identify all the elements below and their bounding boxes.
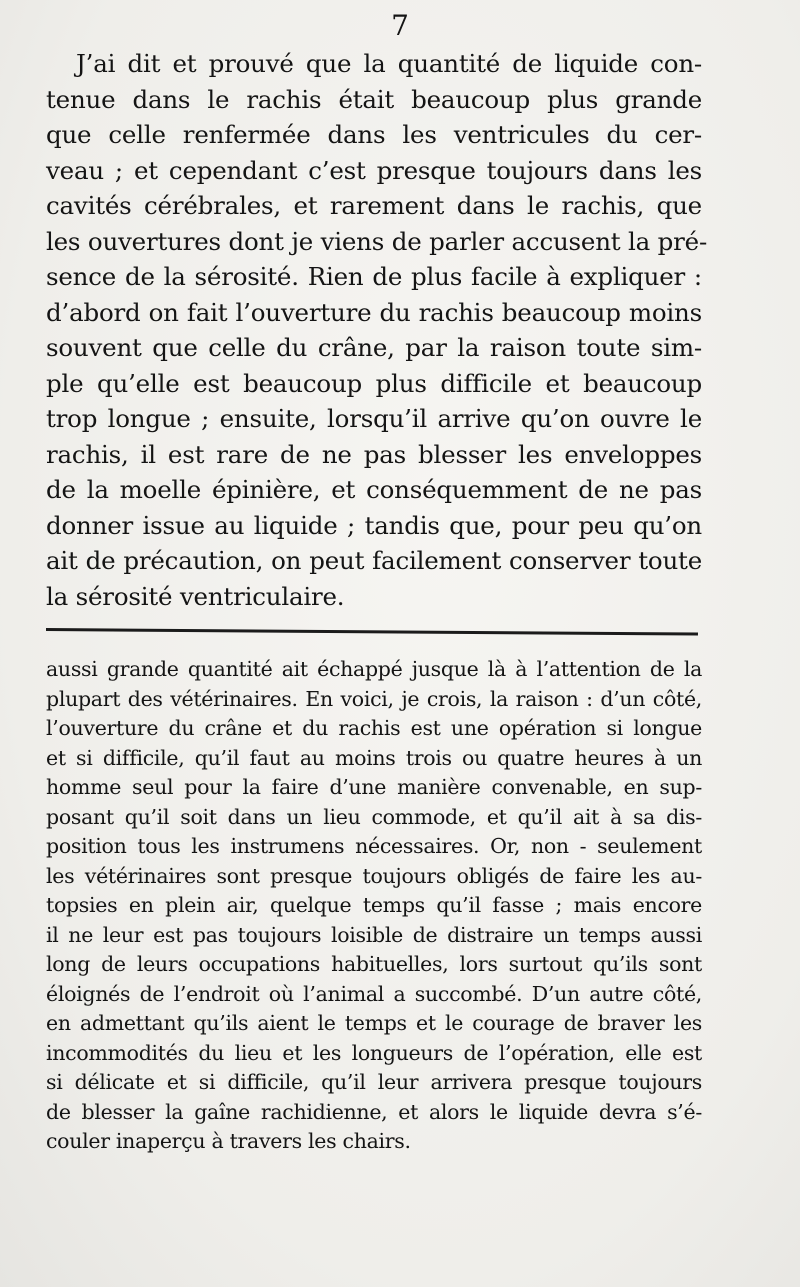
footnote-divider bbox=[46, 628, 698, 636]
footnote-line: de blesser la gaîne rachidienne, et alors le liquide devra s’é- bbox=[46, 1099, 702, 1124]
main-paragraph bbox=[46, 46, 708, 614]
text-line: ait de précaution, on peut facilement conserver toute bbox=[46, 546, 702, 575]
footnote-line: couler inaperçu à travers les chairs. bbox=[46, 1129, 411, 1153]
text-line: donner issue au liquide ; tandis que, pour peu qu’on bbox=[46, 510, 702, 540]
text-line: de la moelle épinière, et conséquemment de ne pas bbox=[46, 475, 702, 504]
page-number: 7 bbox=[391, 9, 409, 42]
text-line: rachis, il est rare de ne pas blesser les enveloppes bbox=[46, 439, 702, 469]
footnote-line: il ne leur est pas toujours loisible de distraire un temps aussi bbox=[46, 922, 702, 947]
text-line: ple qu’elle est beaucoup plus difficile et beaucoup bbox=[46, 368, 702, 398]
footnote-line: en admettant qu’ils aient le temps et le courage de braver les bbox=[46, 1011, 702, 1035]
text-line: veau ; et cependant c’est presque toujours dans les bbox=[46, 155, 702, 185]
footnote-line: homme seul pour la faire d’une manière convenable, en sup- bbox=[46, 775, 702, 799]
text-line: que celle renfermée dans les ventricules du cer- bbox=[46, 120, 702, 149]
text-line: sence de la sérosité. Rien de plus facile à expliquer : bbox=[46, 262, 702, 291]
footnote-line: long de leurs occupations habituelles, lors surtout qu’ils sont bbox=[46, 952, 702, 976]
text-line: trop longue ; ensuite, lorsqu’il arrive qu’on ouvre le bbox=[46, 404, 702, 433]
footnote-line: éloignés de l’endroit où l’animal a succombé. D’un autre côté, bbox=[46, 981, 702, 1006]
footnote-line: topsies en plein air, quelque temps qu’il fasse ; mais encore bbox=[46, 893, 702, 917]
footnote-line: incommodités du lieu et les longueurs de l’opération, elle est bbox=[46, 1040, 702, 1065]
footnote-paragraph bbox=[46, 655, 702, 1157]
footnote-line: plupart des vétérinaires. En voici, je crois, la raison : d’un côté, bbox=[46, 686, 702, 711]
footnote-line: l’ouverture du crâne et du rachis est une opération si longue bbox=[46, 716, 702, 740]
text-line: J’ai dit et prouvé que la quantité de liquide con- bbox=[76, 49, 702, 78]
text-line: tenue dans le rachis était beaucoup plus grande bbox=[46, 84, 702, 114]
text-line: d’abord on fait l’ouverture du rachis beaucoup moins bbox=[46, 297, 702, 327]
text-line: les ouvertures dont je viens de parler accusent la pré- bbox=[46, 226, 708, 256]
text-line: cavités cérébrales, et rarement dans le rachis, que bbox=[46, 191, 702, 220]
footnote-line: et si difficile, qu’il faut au moins trois ou quatre heures à un bbox=[46, 745, 702, 770]
footnote-line: si délicate et si difficile, qu’il leur arrivera presque toujours bbox=[46, 1070, 702, 1094]
text-line: souvent que celle du crâne, par la raison toute sim- bbox=[46, 333, 702, 362]
text-line: la sérosité ventriculaire. bbox=[46, 581, 345, 611]
footnote-line: aussi grande quantité ait échappé jusque là à l’attention de la bbox=[46, 657, 702, 681]
footnote-line: les vétérinaires sont presque toujours obligés de faire les au- bbox=[46, 863, 702, 888]
footnote-line: posant qu’il soit dans un lieu commode, et qu’il ait à sa dis- bbox=[46, 804, 702, 829]
footnote-line: position tous les instrumens nécessaires. Or, non - seulement bbox=[46, 834, 702, 858]
